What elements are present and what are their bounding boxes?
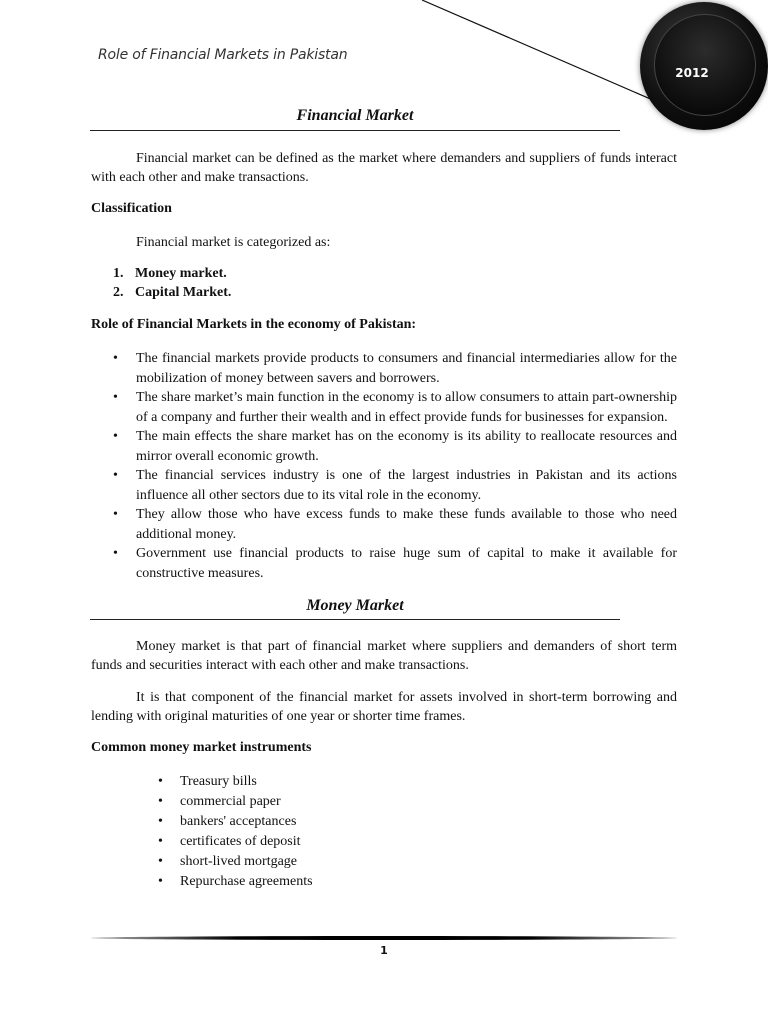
classification-heading: Classification xyxy=(91,201,172,216)
list-item: • They allow those who have excess funds to make these funds available to those who need additional money. xyxy=(91,505,677,544)
list-item: • Repurchase agreements xyxy=(155,872,455,892)
list-item: • Government use financial products to raise huge sum of capital to make it available for constructive measures. xyxy=(91,544,677,583)
instrument-list xyxy=(155,772,455,892)
list-item: • Treasury bills xyxy=(155,772,455,792)
list-item: • commercial paper xyxy=(155,792,455,812)
list-item: • The share market’s main function in the economy is to allow consumers to attain part-ownership of a company and further their wealth and in effect provide funds for businesses for expansion. xyxy=(91,388,677,427)
list-item: 1. Money market. xyxy=(113,266,227,281)
money-market-definition: Money market is that part of financial market where suppliers and demanders of short term funds and securities interact with each other and make transactions. xyxy=(91,639,677,673)
financial-market-definition: Financial market can be defined as the market where demanders and suppliers of funds interact with each other and make transactions. xyxy=(91,151,677,185)
footer-rule xyxy=(91,936,677,940)
classification-intro: Financial market is categorized as: xyxy=(136,235,331,250)
list-item: • The financial services industry is one of the largest industries in Pakistan and its actions influence all other sectors due to its vital role in the economy. xyxy=(91,466,677,505)
running-header-title: Role of Financial Markets in Pakistan xyxy=(98,47,348,63)
money-market-component: It is that component of the financial market for assets involved in short-term borrowing and lending with original maturities of one year or shorter time frames. xyxy=(91,690,677,724)
list-item: • bankers' acceptances xyxy=(155,812,455,832)
instruments-heading: Common money market instruments xyxy=(91,740,312,755)
section-title-financial-market: Financial Market xyxy=(296,107,414,124)
role-bullet-list xyxy=(91,349,677,583)
list-item: • The financial markets provide products to consumers and financial intermediaries allow for the mobilization of money between savers and borrowers. xyxy=(91,349,677,388)
role-heading: Role of Financial Markets in the economy of Pakistan: xyxy=(91,317,417,332)
list-item: • short-lived mortgage xyxy=(155,852,455,872)
page-number: 1 xyxy=(380,944,388,957)
section-divider xyxy=(90,619,620,620)
year-badge-inner-circle xyxy=(654,14,756,116)
list-item: • The main effects the share market has on the economy is its ability to reallocate resources and mirror overall economic growth. xyxy=(91,427,677,466)
list-item: 2. Capital Market. xyxy=(113,285,232,300)
section-title-money-market: Money Market xyxy=(306,597,404,614)
category-list xyxy=(91,264,391,302)
section-divider xyxy=(90,130,620,131)
list-item: • certificates of deposit xyxy=(155,832,455,852)
year-badge-label: 2012 xyxy=(675,66,709,80)
